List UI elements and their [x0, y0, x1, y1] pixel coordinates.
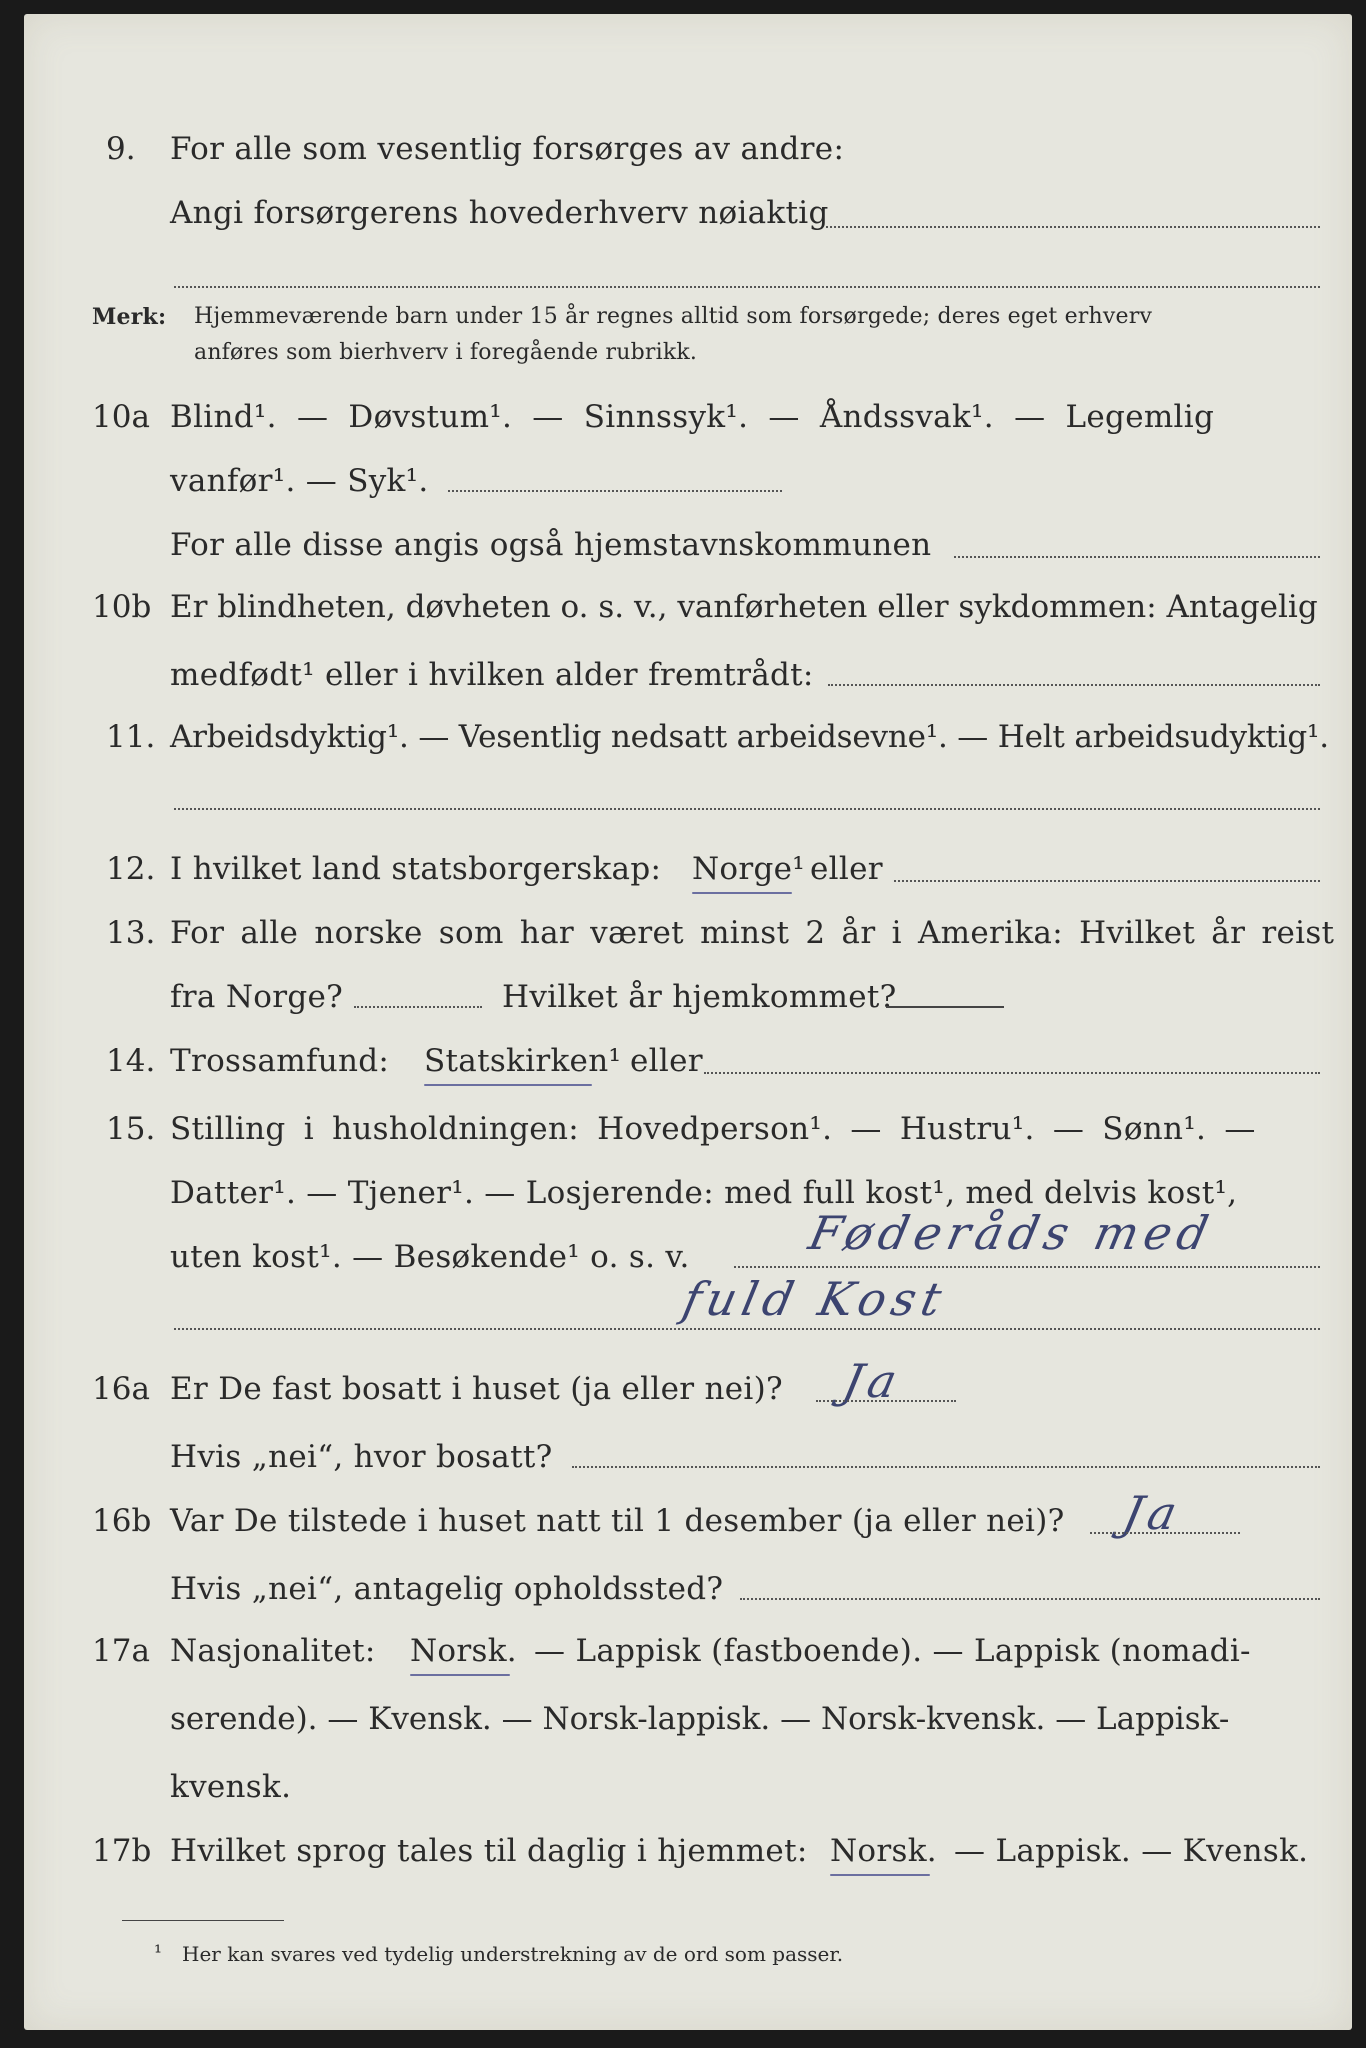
q15-handwritten-answer-2: fuld Kost	[678, 1272, 953, 1326]
q9-answer-line-2	[174, 286, 1320, 288]
q9-line2: Angi forsørgerens hovederhverv nøiaktig	[170, 195, 829, 231]
census-form-page	[24, 14, 1352, 2030]
q10a-syk-line	[448, 490, 782, 492]
q16a-answer-line	[816, 1400, 956, 1402]
q17a-norsk-option: Norsk.	[410, 1633, 517, 1669]
q17a-line2: serende). — Kvensk. — Norsk-lappisk. — Norsk-kvensk. — Lappisk-	[170, 1701, 1230, 1737]
q16a-handwritten-answer: Ja	[838, 1354, 908, 1408]
q10a-line3: For alle disse angis også hjemstavnskommunen	[170, 527, 932, 563]
q10a-line2: vanfør¹. — Syk¹.	[170, 463, 429, 499]
q10b-number: 10b	[92, 589, 152, 625]
q13-line2a: fra Norge?	[170, 979, 344, 1015]
q15-line3: uten kost¹. — Besøkende¹ o. s. v.	[170, 1239, 690, 1275]
q14-number: 14.	[106, 1043, 156, 1079]
q17a-label: Nasjonalitet:	[170, 1633, 376, 1669]
q14-answer-line	[704, 1072, 1320, 1074]
q13-line2b: Hvilket år hjemkommet?	[502, 979, 897, 1015]
q16b-opholdssted-line	[740, 1598, 1320, 1600]
merk-line2: anføres som bierhverv i foregående rubrikk.	[194, 340, 698, 365]
q10b-line1: Er blindheten, døvheten o. s. v., vanførheten eller sykdommen: Antagelig	[170, 589, 1318, 625]
q10a-line1: Blind¹. — Døvstum¹. — Sinnssyk¹. — Åndssvak¹. — Legemlig	[170, 399, 1215, 435]
q12-norge-option: Norge¹	[692, 851, 806, 887]
merk-label: Merk:	[92, 304, 167, 330]
q15-number: 15.	[106, 1111, 156, 1147]
q10b-line2: medfødt¹ eller i hvilken alder fremtrådt:	[170, 657, 814, 693]
q16b-line2: Hvis „nei“, antagelig opholdssted?	[170, 1571, 724, 1607]
q17b-number: 17b	[92, 1833, 152, 1869]
q17b-line1b: — Lappisk. — Kvensk.	[954, 1833, 1309, 1869]
q15-answer-line-2	[174, 1328, 1320, 1330]
q17b-norsk-option: Norsk.	[830, 1833, 937, 1869]
merk-line1: Hjemmeværende barn under 15 år regnes alltid som forsørgede; deres eget erhverv	[194, 304, 1153, 329]
q16b-answer-line	[1090, 1532, 1240, 1534]
q14-statskirken-underline	[424, 1084, 592, 1086]
q17b-norsk-underline	[830, 1874, 930, 1876]
q12-line1: I hvilket land statsborgerskap:	[170, 851, 662, 887]
q16a-line2: Hvis „nei“, hvor bosatt?	[170, 1439, 553, 1475]
q12-eller: eller	[810, 851, 883, 887]
q17a-number: 17a	[92, 1633, 150, 1669]
q12-number: 12.	[106, 851, 156, 887]
q15-handwritten-answer-1: Føderåds med	[804, 1206, 1219, 1260]
q10a-kommune-line	[954, 556, 1320, 558]
q17b-line1a: Hvilket sprog tales til daglig i hjemmet:	[170, 1833, 808, 1869]
q13-reist-line	[354, 1006, 482, 1008]
q11-line1: Arbeidsdyktig¹. — Vesentlig nedsatt arbeidsevne¹. — Helt arbeidsudyktig¹.	[170, 719, 1329, 755]
q16a-line1: Er De fast bosatt i huset (ja eller nei)?	[170, 1371, 783, 1407]
q16b-line1: Var De tilstede i huset natt til 1 desember (ja eller nei)?	[170, 1503, 1065, 1539]
q15-line1: Stilling i husholdningen: Hovedperson¹. — Hustru¹. — Sønn¹. —	[170, 1111, 1256, 1147]
q9-number: 9.	[106, 131, 136, 167]
q17a-line1b: — Lappisk (fastboende). — Lappisk (nomadi-	[534, 1633, 1251, 1669]
q16b-handwritten-answer: Ja	[1118, 1486, 1188, 1540]
q15-answer-line	[734, 1266, 1320, 1268]
q14-eller: eller	[630, 1043, 703, 1079]
footnote-separator	[122, 1920, 284, 1921]
footnote-marker: ¹	[154, 1940, 163, 1964]
q13-hjemkommet-line	[886, 1006, 1004, 1008]
q14-label: Trossamfund:	[170, 1043, 390, 1079]
q17a-norsk-underline	[410, 1674, 510, 1676]
q12-answer-line	[894, 880, 1320, 882]
q16b-number: 16b	[92, 1503, 152, 1539]
q16a-number: 16a	[92, 1371, 150, 1407]
q9-answer-line	[826, 226, 1320, 228]
q16a-bosatt-line	[572, 1466, 1320, 1468]
q11-answer-line	[174, 808, 1320, 810]
q10b-answer-line	[828, 684, 1320, 686]
q13-line1: For alle norske som har været minst 2 år i Amerika: Hvilket år reist	[170, 915, 1335, 951]
q10a-number: 10a	[92, 399, 150, 435]
q17a-line3: kvensk.	[170, 1769, 292, 1805]
q14-statskirken-option: Statskirken¹	[424, 1043, 622, 1079]
q15-line2: Datter¹. — Tjener¹. — Losjerende: med full kost¹, med delvis kost¹,	[170, 1175, 1238, 1211]
q12-norge-underline	[692, 892, 792, 894]
q11-number: 11.	[106, 719, 156, 755]
q13-number: 13.	[106, 915, 156, 951]
footnote-text: Her kan svares ved tydelig understrekning av de ord som passer.	[182, 1942, 844, 1966]
q9-line1: For alle som vesentlig forsørges av andre:	[170, 131, 845, 167]
